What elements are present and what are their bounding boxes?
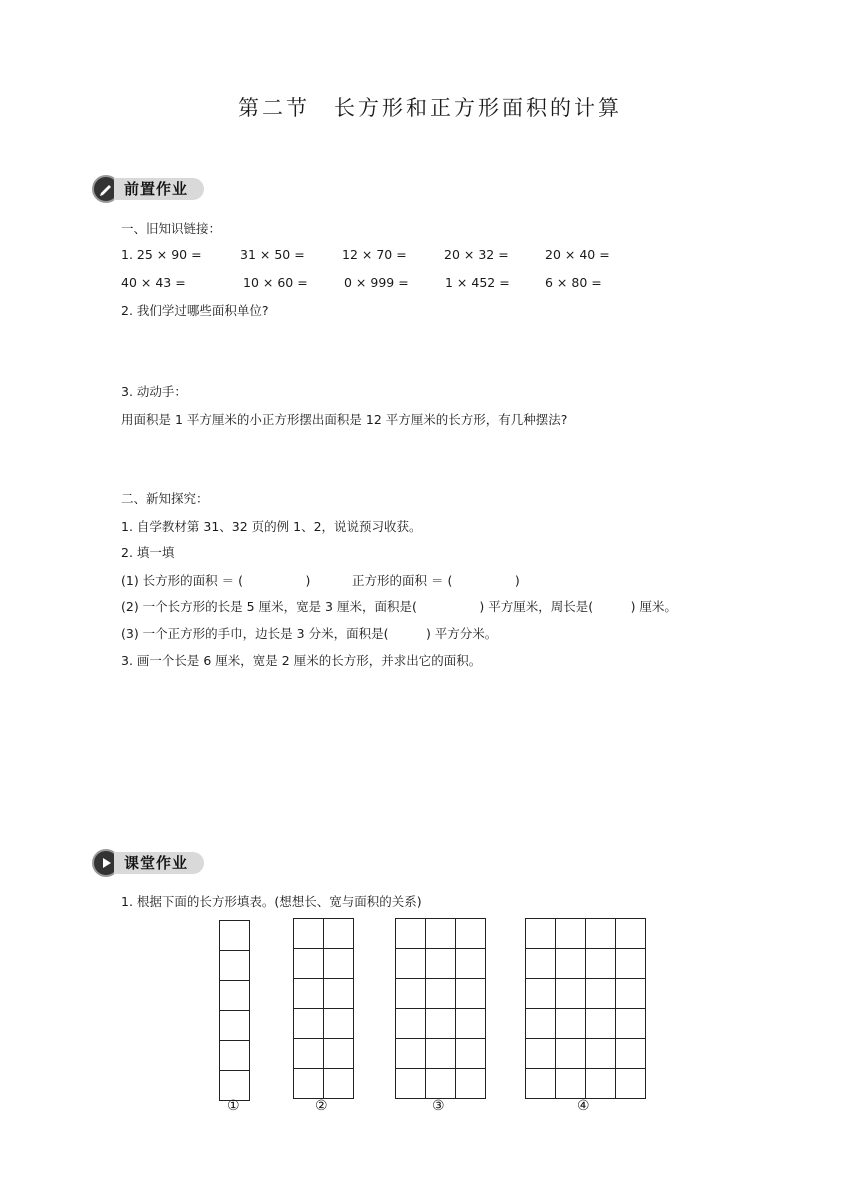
new-knowledge-header: 二、新知探究： xyxy=(121,491,209,506)
grid-cell xyxy=(526,979,556,1009)
calc-item: 1. 25 × 90 = xyxy=(121,247,202,262)
grid-cell xyxy=(426,1009,456,1039)
grid-cell xyxy=(324,949,354,979)
question-3-header: 3. 动动手： xyxy=(121,384,187,399)
grid-cell xyxy=(456,949,486,979)
question-3-text: 用面积是 1 平方厘米的小正方形摆出面积是 12 平方厘米的长方形，有几种摆法? xyxy=(121,412,568,427)
grid-cell xyxy=(456,979,486,1009)
pre-homework-banner xyxy=(92,174,204,204)
grid-cell xyxy=(586,949,616,979)
grid-cell xyxy=(294,919,324,949)
calc-item: 40 × 43 = xyxy=(121,275,186,290)
grid-2 xyxy=(293,918,354,1099)
grid-cell xyxy=(294,1069,324,1099)
grid-cell xyxy=(586,919,616,949)
grid-cell xyxy=(526,1009,556,1039)
calc-item: 6 × 80 = xyxy=(545,275,602,290)
grid-cell xyxy=(220,1071,250,1101)
grid-cell xyxy=(526,919,556,949)
grid-cell xyxy=(220,1041,250,1071)
grid-cell xyxy=(556,1069,586,1099)
grid-cell xyxy=(616,1039,646,1069)
grid-cell xyxy=(616,949,646,979)
grid-cell xyxy=(556,949,586,979)
grid-cell xyxy=(324,1069,354,1099)
grid-cell xyxy=(556,1039,586,1069)
banner-label: 课堂作业 xyxy=(114,852,204,874)
classwork-banner xyxy=(92,848,204,878)
fill-3: (3) 一个正方形的手巾，边长是 3 分米，面积是( ) 平方分米。 xyxy=(121,626,498,641)
grid-label-3: ③ xyxy=(432,1098,445,1114)
new-item-2: 2. 填一填 xyxy=(121,545,175,560)
grid-1 xyxy=(219,920,250,1101)
grid-cell xyxy=(396,1009,426,1039)
grid-cell xyxy=(456,1009,486,1039)
grid-cell xyxy=(616,1069,646,1099)
grid-cell xyxy=(220,921,250,951)
grid-cell xyxy=(324,979,354,1009)
calc-item: 1 × 452 = xyxy=(445,275,510,290)
grid-cell xyxy=(324,1009,354,1039)
grid-cell xyxy=(556,979,586,1009)
page-title: 第二节 长方形和正方形面积的计算 xyxy=(238,96,622,120)
grid-cell xyxy=(426,919,456,949)
grid-cell xyxy=(526,1069,556,1099)
calc-item: 12 × 70 = xyxy=(342,247,407,262)
grid-cell xyxy=(396,1039,426,1069)
grid-cell xyxy=(426,949,456,979)
grid-cell xyxy=(556,1009,586,1039)
calc-item: 20 × 40 = xyxy=(545,247,610,262)
calc-item: 20 × 32 = xyxy=(444,247,509,262)
grid-cell xyxy=(426,1039,456,1069)
grid-cell xyxy=(456,1069,486,1099)
fill-2: (2) 一个长方形的长是 5 厘米，宽是 3 厘米，面积是( ) 平方厘米，周长是( ) 厘米。 xyxy=(121,599,677,614)
grid-cell xyxy=(396,979,426,1009)
grid-4 xyxy=(525,918,646,1099)
new-item-3: 3. 画一个长是 6 厘米，宽是 2 厘米的长方形，并求出它的面积。 xyxy=(121,653,482,668)
grid-cell xyxy=(586,1009,616,1039)
grid-cell xyxy=(324,919,354,949)
calc-item: 10 × 60 = xyxy=(243,275,308,290)
grid-cell xyxy=(526,1039,556,1069)
grid-cell xyxy=(294,1039,324,1069)
grid-cell xyxy=(586,979,616,1009)
grid-cell xyxy=(426,979,456,1009)
grid-cell xyxy=(616,1009,646,1039)
grid-label-4: ④ xyxy=(577,1098,590,1114)
calc-item: 31 × 50 = xyxy=(240,247,305,262)
grid-3 xyxy=(395,918,486,1099)
banner-label: 前置作业 xyxy=(114,178,204,200)
grid-label-1: ① xyxy=(227,1098,240,1114)
fill-1b: 正方形的面积 ＝ ( ) xyxy=(352,573,520,588)
grid-cell xyxy=(220,1011,250,1041)
grid-label-2: ② xyxy=(315,1098,328,1114)
grid-cell xyxy=(396,919,426,949)
grid-cell xyxy=(324,1039,354,1069)
grid-cell xyxy=(616,979,646,1009)
fill-1a: (1) 长方形的面积 ＝ ( ) xyxy=(121,573,311,588)
grid-cell xyxy=(294,949,324,979)
q1-header: 一、旧知识链接： xyxy=(121,221,222,236)
calc-item: 0 × 999 = xyxy=(344,275,409,290)
grid-cell xyxy=(456,1039,486,1069)
classwork-question-1: 1. 根据下面的长方形填表。(想想长、宽与面积的关系) xyxy=(121,894,422,909)
grid-cell xyxy=(220,951,250,981)
grid-cell xyxy=(556,919,586,949)
grid-cell xyxy=(294,1009,324,1039)
grid-cell xyxy=(456,919,486,949)
grid-cell xyxy=(396,949,426,979)
grid-cell xyxy=(586,1039,616,1069)
grid-cell xyxy=(586,1069,616,1099)
grid-cell xyxy=(396,1069,426,1099)
grid-cell xyxy=(220,981,250,1011)
new-item-1: 1. 自学教材第 31、32 页的例 1、2，说说预习收获。 xyxy=(121,519,422,534)
grid-cell xyxy=(616,919,646,949)
grid-cell xyxy=(294,979,324,1009)
grid-cell xyxy=(526,949,556,979)
grid-cell xyxy=(426,1069,456,1099)
question-2: 2. 我们学过哪些面积单位? xyxy=(121,303,269,318)
